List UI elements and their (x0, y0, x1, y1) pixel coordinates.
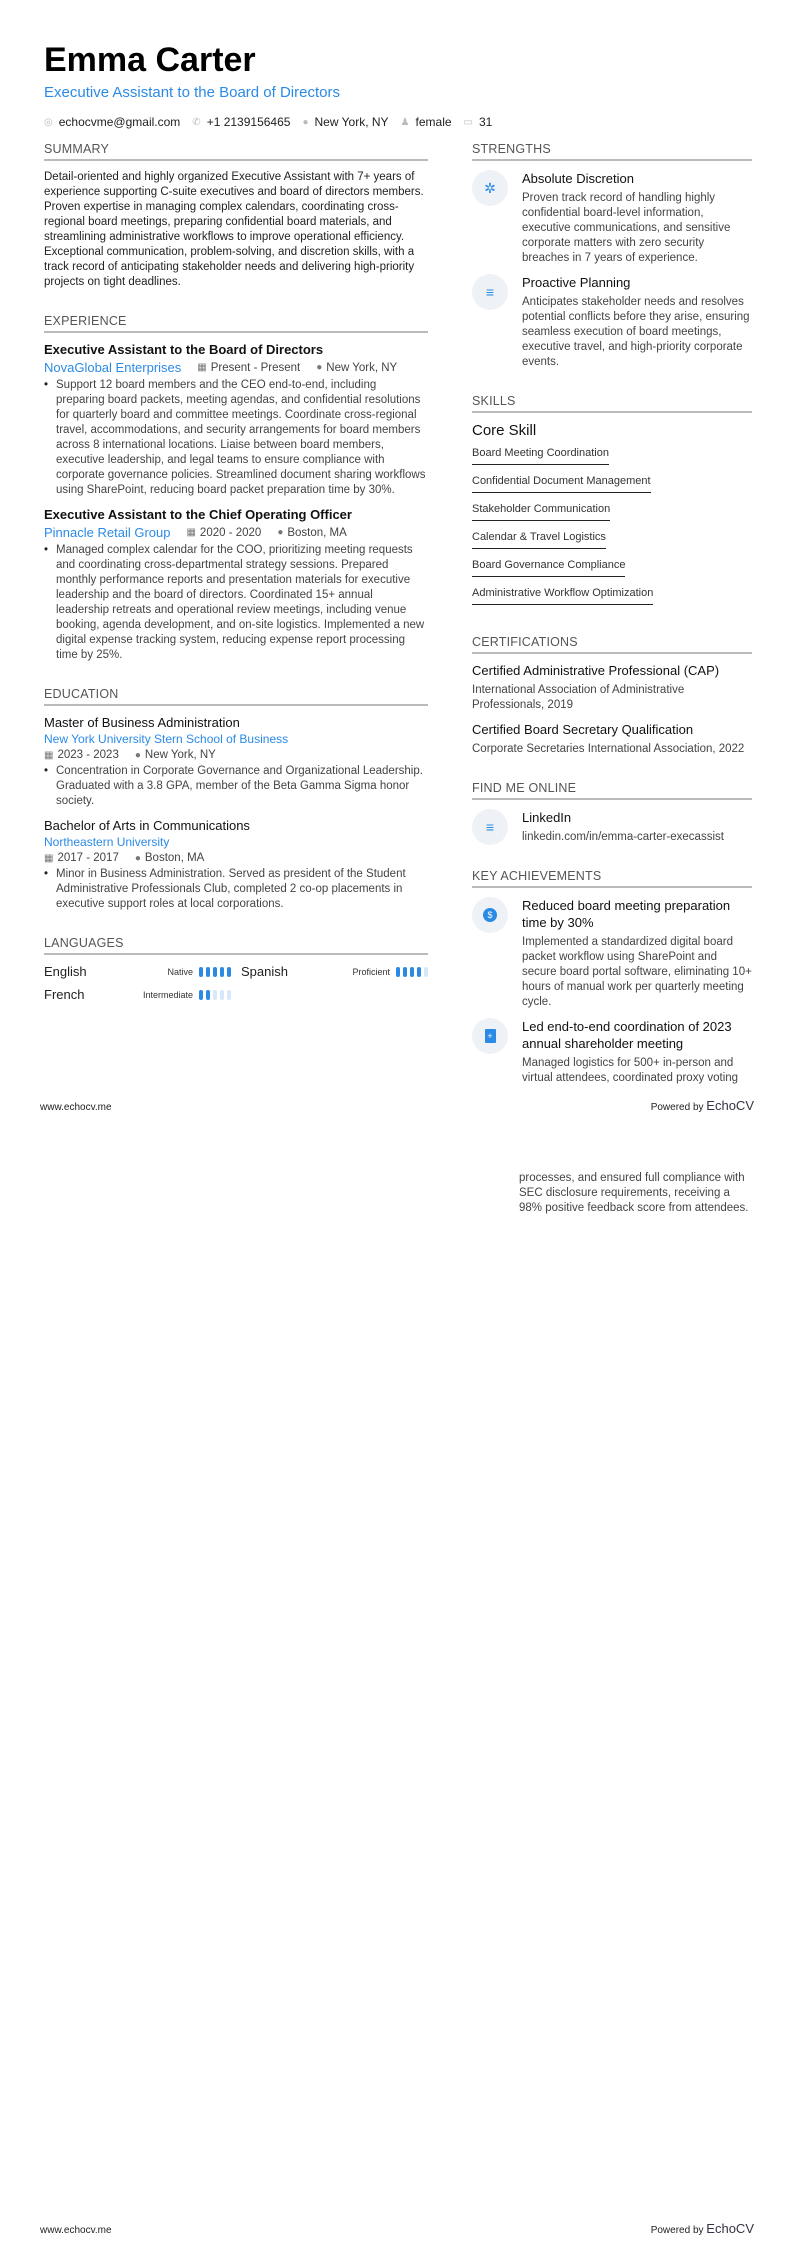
strength-item (472, 170, 752, 266)
rating-dot (220, 967, 224, 977)
achievement-desc-continued: processes, and ensured full compliance with SEC disclosure requirements, receiving a 98% positive feedback score from attendees. (519, 1172, 749, 1214)
language-name: Spanish (241, 964, 288, 979)
rating-dot (410, 967, 414, 977)
section-heading: SKILLS (472, 394, 752, 413)
education-section (44, 687, 428, 912)
lines-icon: ≡ (472, 809, 508, 845)
language-level: Proficient (352, 966, 390, 977)
rating-dot (403, 967, 407, 977)
certifications-section (472, 635, 752, 757)
education-location: Boston, MA (144, 852, 205, 864)
skill-row (472, 527, 752, 555)
contact-location (302, 115, 388, 129)
contact-age (464, 115, 493, 129)
strength-title: Absolute Discretion (522, 171, 634, 186)
linkedin-link[interactable]: linkedin.com/in/emma-carter-execassist (522, 831, 724, 843)
language-item (44, 987, 231, 1002)
education-dates: 2023 - 2023 (57, 749, 119, 761)
experience-section (44, 314, 428, 663)
sparkle-icon: ✲ (472, 170, 508, 206)
job-meta (44, 360, 428, 375)
skill-list (472, 443, 752, 611)
skill-item: Confidential Document Management (472, 473, 651, 493)
page-footer (40, 1098, 754, 1113)
language-level: Intermediate (142, 989, 193, 1000)
summary-section (44, 142, 428, 290)
location-icon: ● (277, 527, 284, 538)
cert-issuer: Corporate Secretaries International Association, 2022 (472, 743, 745, 755)
section-heading: FIND ME ONLINE (472, 781, 752, 800)
location-icon: ● (134, 852, 141, 864)
skill-item: Administrative Workflow Optimization (472, 585, 653, 605)
powered-label: Powered by (650, 2225, 704, 2236)
location-icon: ● (302, 116, 309, 128)
job-title: Executive Assistant to the Board of Directors (44, 342, 324, 357)
education-meta (44, 852, 428, 864)
left-column (44, 142, 428, 1026)
file-plus-icon: + (472, 1018, 508, 1054)
skill-item: Board Governance Compliance (472, 557, 625, 577)
education-bullet: • Minor in Business Administration. Served as president of the Student Administrative Professionals Club, completed 2 co-op placements in executive support roles at local corporations. (44, 867, 428, 912)
job-entry (44, 507, 428, 663)
rating-dot (206, 990, 210, 1000)
skill-row (472, 555, 752, 583)
contact-text: echocvme@gmail.com (58, 115, 181, 129)
education-location: New York, NY (144, 749, 216, 761)
section-heading: SUMMARY (44, 142, 428, 161)
contact-email (44, 115, 180, 129)
powered-by (651, 2221, 754, 2236)
rating-dot (206, 967, 210, 977)
strength-item (472, 274, 752, 370)
language-rating (396, 967, 428, 977)
contact-text: female (415, 115, 452, 129)
footer-site-link[interactable]: www.echocv.me (40, 1102, 112, 1113)
cert-issuer: International Association of Administrative Professionals, 2019 (472, 684, 685, 711)
section-heading: CERTIFICATIONS (472, 635, 752, 654)
contact-gender (401, 115, 452, 129)
job-location: New York, NY (326, 361, 398, 374)
brand-logo[interactable]: EchoCV (706, 1098, 754, 1113)
rating-dot (220, 990, 224, 1000)
language-level: Native (167, 966, 193, 977)
language-name: French (44, 987, 85, 1002)
right-column (472, 142, 752, 1110)
strength-desc: Anticipates stakeholder needs and resolves potential conflicts before they arise, ensuring seamless execution of board meetings, executive travel, and high-priority corporate events. (522, 296, 750, 368)
calendar-icon: ▭ (463, 116, 473, 128)
candidate-title: Executive Assistant to the Board of Directors (44, 84, 340, 101)
contact-text: New York, NY (314, 115, 389, 129)
location-icon: ● (316, 362, 323, 373)
school: Northeastern University (44, 835, 170, 849)
calendar-icon: ▦ (44, 852, 54, 864)
job-meta (44, 525, 428, 540)
contact-text: 31 (479, 115, 493, 129)
contact-row (44, 115, 754, 129)
calendar-icon: ▦ (44, 749, 54, 761)
brand-logo[interactable]: EchoCV (706, 2221, 754, 2236)
skill-item: Board Meeting Coordination (472, 445, 609, 465)
language-item (241, 964, 428, 979)
job-bullet: • Support 12 board members and the CEO end-to-end, including preparing board packets, meeting agendas, and confidential resolutions for quarterly board and committee meetings. Coordinate cross-regional travel, accommodations, and security arrangements for board members across 8 international locations. Liaise between board members, executive leadership, and legal teams to ensure compliance with corporate governance policies. Streamlined document sharing workflows using SharePoint, reducing board packet preparation time by 30%. (44, 378, 428, 498)
company-name: Pinnacle Retail Group (44, 525, 171, 540)
section-heading: KEY ACHIEVEMENTS (472, 869, 752, 888)
degree: Bachelor of Arts in Communications (44, 818, 250, 833)
strength-desc: Proven track record of handling highly confidential board-level information, executive communications, and sensitive corporate matters with zero security breaches in 7 years of experience. (522, 192, 731, 264)
summary-text: Detail-oriented and highly organized Executive Assistant with 7+ years of experience supporting C-suite executives and board of directors members. Proven expertise in managing complex calendars, coordinating cross-regional board meetings, preparing confidential board materials, and streamlining administrative workflows to improve operational efficiency. Exceptional communication, problem-solving, and discretion skills, with a track record of anticipating stakeholder needs and delivering high-priority projects on tight deadlines. (44, 171, 424, 288)
rating-dot (199, 990, 203, 1000)
strength-title: Proactive Planning (522, 275, 631, 290)
rating-dot (396, 967, 400, 977)
skill-row (472, 471, 752, 499)
skill-row (472, 583, 752, 611)
at-icon: ◎ (44, 116, 53, 128)
rating-dot (424, 967, 428, 977)
phone-icon: ✆ (192, 116, 201, 128)
degree: Master of Business Administration (44, 715, 240, 730)
contact-text: +1 2139156465 (206, 115, 291, 129)
section-heading: EDUCATION (44, 687, 428, 706)
section-heading: STRENGTHS (472, 142, 752, 161)
achievement-title: Led end-to-end coordination of 2023 annual shareholder meeting (522, 1019, 732, 1051)
online-section (472, 781, 752, 845)
language-list (44, 964, 428, 1002)
cert-title: Certified Administrative Professional (CAP) (472, 663, 720, 678)
education-entry (44, 818, 428, 912)
achievement-desc: Managed logistics for 500+ in-person and virtual attendees, coordinated proxy voting (522, 1057, 739, 1084)
location-icon: ● (134, 749, 141, 761)
skill-item: Stakeholder Communication (472, 501, 610, 521)
language-rating (199, 967, 231, 977)
company-name: NovaGlobal Enterprises (44, 360, 182, 375)
achievement-item (472, 1018, 752, 1086)
languages-section (44, 936, 428, 1002)
footer-site-link[interactable]: www.echocv.me (40, 2225, 112, 2236)
rating-dot (417, 967, 421, 977)
rating-dot (213, 990, 217, 1000)
online-title: LinkedIn (522, 810, 572, 825)
section-heading: LANGUAGES (44, 936, 428, 955)
page-2 (0, 1123, 794, 2246)
dollar-icon: $ (472, 897, 508, 933)
education-entry (44, 715, 428, 809)
language-rating (199, 990, 231, 1000)
job-dates: Present - Present (210, 361, 301, 374)
skill-group-title: Core Skill (472, 422, 537, 439)
job-location: Boston, MA (287, 526, 347, 539)
skill-row (472, 499, 752, 527)
calendar-icon: ▦ (186, 527, 196, 538)
strengths-section (472, 142, 752, 370)
job-title: Executive Assistant to the Chief Operating Officer (44, 507, 352, 522)
rating-dot (199, 967, 203, 977)
rating-dot (227, 967, 231, 977)
powered-by (651, 1098, 754, 1113)
online-item (472, 809, 752, 845)
skill-row (472, 443, 752, 471)
language-item (44, 964, 231, 979)
calendar-icon: ▦ (197, 362, 207, 373)
page-footer (40, 2221, 754, 2236)
language-name: English (44, 964, 87, 979)
achievement-title: Reduced board meeting preparation time by 30% (522, 898, 731, 930)
rating-dot (227, 990, 231, 1000)
achievements-section (472, 869, 752, 1086)
skills-section (472, 394, 752, 611)
job-entry (44, 342, 428, 498)
cert-title: Certified Board Secretary Qualification (472, 722, 694, 737)
candidate-name: Emma Carter (44, 41, 256, 79)
education-bullet: • Concentration in Corporate Governance and Organizational Leadership. Graduated with a 3.8 GPA, member of the Beta Gamma Sigma honor society. (44, 764, 428, 809)
education-dates: 2017 - 2017 (57, 852, 119, 864)
section-heading: EXPERIENCE (44, 314, 428, 333)
job-bullet: • Managed complex calendar for the COO, prioritizing meeting requests and coordinating cross-departmental strategy sessions. Prepared monthly performance reports and presentation materials for executive leadership and the board of directors. Coordinated 15+ annual leadership retreats and operational review meetings, including venue booking, agenda development, and on-site logistics. Implemented a new digital expense tracking system, reducing expense report processing time by 25%. (44, 543, 428, 663)
job-dates: 2020 - 2020 (199, 526, 262, 539)
school: New York University Stern School of Business (44, 732, 289, 746)
rating-dot (213, 967, 217, 977)
user-icon: ♟ (400, 116, 410, 128)
powered-label: Powered by (650, 1102, 704, 1113)
contact-phone (192, 115, 290, 129)
lines-icon: ≡ (472, 274, 508, 310)
achievement-item (472, 897, 752, 1010)
education-meta (44, 749, 428, 761)
skill-item: Calendar & Travel Logistics (472, 529, 606, 549)
resume-header (44, 40, 754, 129)
achievement-desc: Implemented a standardized digital board packet workflow using SharePoint and secure board portal software, eliminating 10+ hours of manual work per quarterly meeting cycle. (522, 936, 752, 1008)
